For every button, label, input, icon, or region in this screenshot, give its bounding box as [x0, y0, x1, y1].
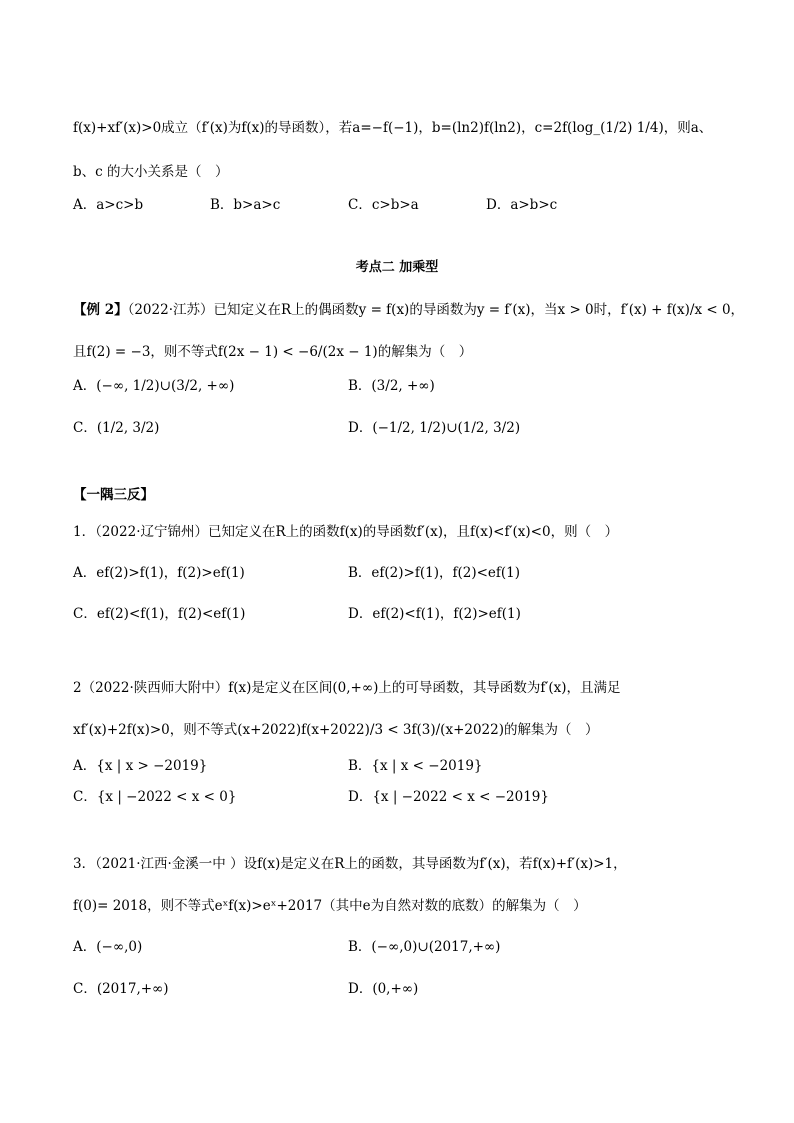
q2-line-1: 2（2022·陕西师大附中）f(x)是定义在区间(0,+∞)上的可导函数，其导函数为f′(x)，且满足	[73, 680, 621, 696]
q2-option-c: C．{x | −2022 < x < 0}	[73, 789, 237, 805]
intro-option-b: B．b>a>c	[210, 197, 281, 213]
q1-option-b: B．ef(2)>f(1)，f(2)<ef(1)	[348, 565, 520, 581]
intro-line-2: b、c 的大小关系是（ ）	[73, 164, 229, 180]
section-heading: 考点二 加乘型	[355, 260, 439, 275]
example2-option-a: A．(−∞, 1/2)∪(3/2, +∞)	[73, 378, 235, 394]
q2-line-2: xf′(x)+2f(x)>0，则不等式(x+2022)f(x+2022)/3 < 3f(3)/(x+2022)的解集为（ ）	[73, 722, 599, 738]
q2-option-d: D．{x | −2022 < x < −2019}	[348, 789, 549, 805]
q3-option-b: B．(−∞,0)∪(2017,+∞)	[348, 939, 501, 955]
intro-option-c: C．c>b>a	[348, 197, 419, 213]
intro-option-a: A．a>c>b	[73, 197, 144, 213]
practice-heading: 【一隅三反】	[73, 487, 154, 503]
example2-option-c: C．(1/2, 3/2)	[73, 420, 160, 436]
intro-line-1: f(x)+xf′(x)>0成立（f′(x)为f(x)的导函数），若a=−f(−1)，b=(ln2)f(ln2)，c=2f(log_(1/2) 1/4)，则a、	[73, 120, 713, 136]
example2-line-1	[73, 300, 744, 320]
q3-line-2: f(0)= 2018，则不等式eˣf(x)>eˣ+2017（其中e为自然对数的底数）的解集为（ ）	[73, 898, 587, 914]
q2-option-a: A．{x | x > −2019}	[73, 758, 208, 774]
q1-option-a: A．ef(2)>f(1)，f(2)>ef(1)	[73, 565, 245, 581]
example2-option-d: D．(−1/2, 1/2)∪(1/2, 3/2)	[348, 420, 521, 436]
example2-option-b: B．(3/2, +∞)	[348, 378, 435, 394]
intro-option-d: D．a>b>c	[486, 197, 558, 213]
q3-line-1: 3．（2021·江西·金溪一中 ）设f(x)是定义在R上的函数，其导函数为f′(x)，若f(x)+f′(x)>1，	[73, 856, 627, 872]
q3-option-a: A．(−∞,0)	[73, 939, 143, 955]
example-tag: 【例 2】	[73, 302, 128, 318]
q3-option-d: D．(0,+∞)	[348, 981, 419, 997]
q1-option-d: D．ef(2)<f(1)，f(2)>ef(1)	[348, 606, 521, 622]
example2-text-1: （2022·江苏）已知定义在R上的偶函数y = f(x)的导函数为y = f′(x)，当x > 0时，f′(x) + f(x)/x < 0，	[127, 302, 745, 318]
q1-option-c: C．ef(2)<f(1)，f(2)<ef(1)	[73, 606, 246, 622]
example2-line-2: 且f(2) = −3，则不等式f(2x − 1) < −6/(2x − 1)的解集为（ ）	[73, 344, 473, 360]
q3-option-c: C．(2017,+∞)	[73, 981, 169, 997]
q2-option-b: B．{x | x < −2019}	[348, 758, 483, 774]
q1-stem: 1．（2022·辽宁锦州）已知定义在R上的函数f(x)的导函数f′(x)，且f(x)<f′(x)<0，则（ ）	[73, 524, 619, 540]
